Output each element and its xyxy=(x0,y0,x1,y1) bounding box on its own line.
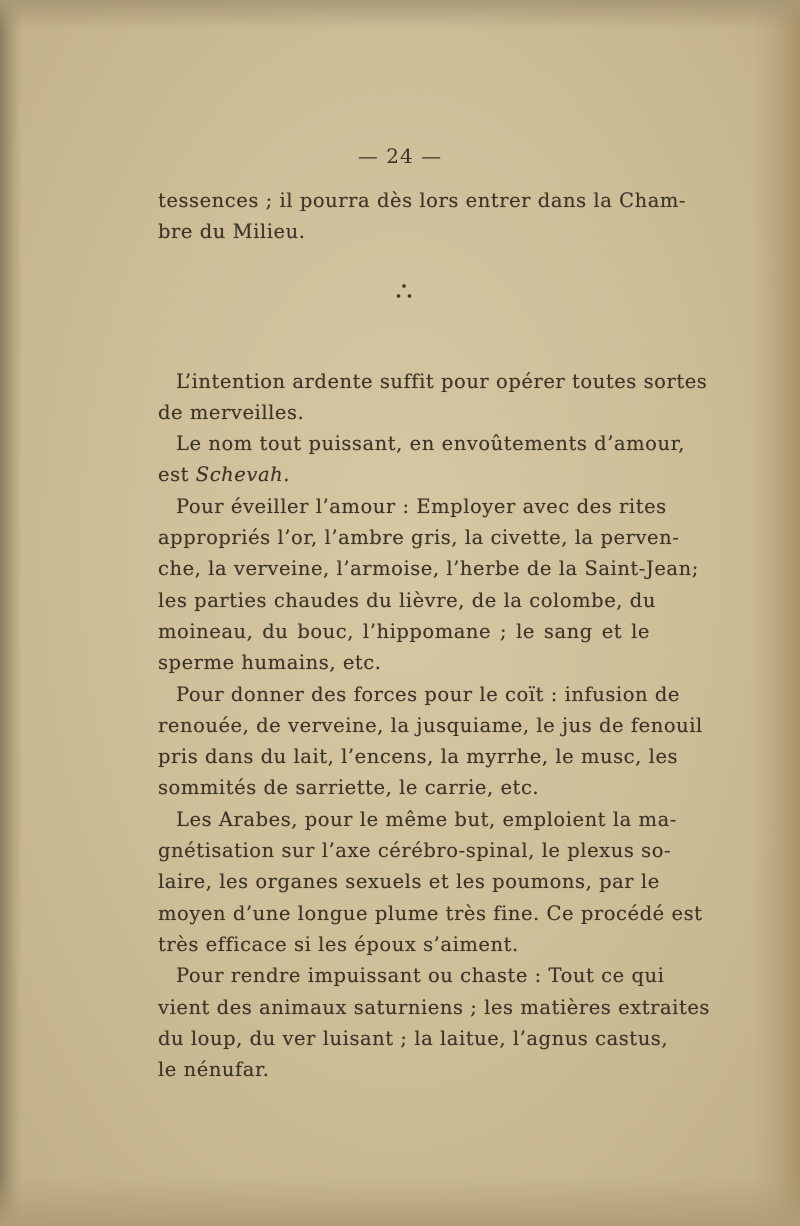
page-body xyxy=(158,185,710,1085)
text-line: Les Arabes, pour le même but, emploient la ma- xyxy=(176,807,677,831)
text-fragment: est xyxy=(158,463,196,487)
italic-name: Schevah xyxy=(195,463,284,487)
page-top-edge xyxy=(0,0,800,30)
text-fragment: . xyxy=(283,463,290,487)
page-right-edge xyxy=(752,0,800,1226)
page-left-edge xyxy=(0,0,22,1226)
text-line: vient des animaux saturniens ; les matières extraites xyxy=(158,995,710,1019)
text-line: Pour donner des forces pour le coït : infusion de xyxy=(176,682,680,706)
asterism-separator xyxy=(158,248,650,366)
page-bottom-edge xyxy=(0,1176,800,1226)
text-line: Pour rendre impuissant ou chaste : Tout ce qui xyxy=(176,964,665,988)
page-number: — 24 — xyxy=(357,144,443,168)
text-line: sperme humains, etc. xyxy=(158,651,382,675)
text-line xyxy=(158,459,650,490)
text-line: laire, les organes sexuels et les poumons, par le xyxy=(158,870,660,894)
text-line: du loup, du ver luisant ; la laitue, l’agnus castus, xyxy=(158,1026,669,1050)
text-line: appropriés l’or, l’ambre gris, la civette, la perven- xyxy=(158,526,680,550)
text-line: tessences ; il pourra dès lors entrer dans la Cham- xyxy=(158,189,687,212)
text-line: gnétisation sur l’axe cérébro-spinal, le plexus so- xyxy=(158,839,672,863)
text-line: moyen d’une longue plume très fine. Ce procédé est xyxy=(158,901,703,925)
text-line: Pour éveiller l’amour : Employer avec des rites xyxy=(176,494,667,518)
text-line: Le nom tout puissant, en envoûtements d’amour, xyxy=(176,432,686,456)
text-line: de merveilles. xyxy=(158,400,305,424)
text-line: le nénufar. xyxy=(158,1058,270,1082)
text-line: sommités de sarriette, le carrie, etc. xyxy=(158,776,540,800)
text-line: renouée, de verveine, la jusquiame, le jus de fenouil xyxy=(158,713,703,737)
asterism-icon xyxy=(394,282,414,302)
text-line: bre du Milieu. xyxy=(158,220,306,244)
text-line: L’intention ardente suffit pour opérer toutes sortes xyxy=(176,369,708,393)
text-line: che, la verveine, l’armoise, l’herbe de la Saint-Jean; xyxy=(158,557,699,581)
text-line: pris dans du lait, l’encens, la myrrhe, le musc, les xyxy=(158,745,679,769)
text-line: moineau, du bouc, l’hippomane ; le sang et le xyxy=(158,619,650,643)
text-line: les parties chaudes du lièvre, de la colombe, du xyxy=(158,588,656,612)
text-line: très efficace si les époux s’aiment. xyxy=(158,932,519,956)
